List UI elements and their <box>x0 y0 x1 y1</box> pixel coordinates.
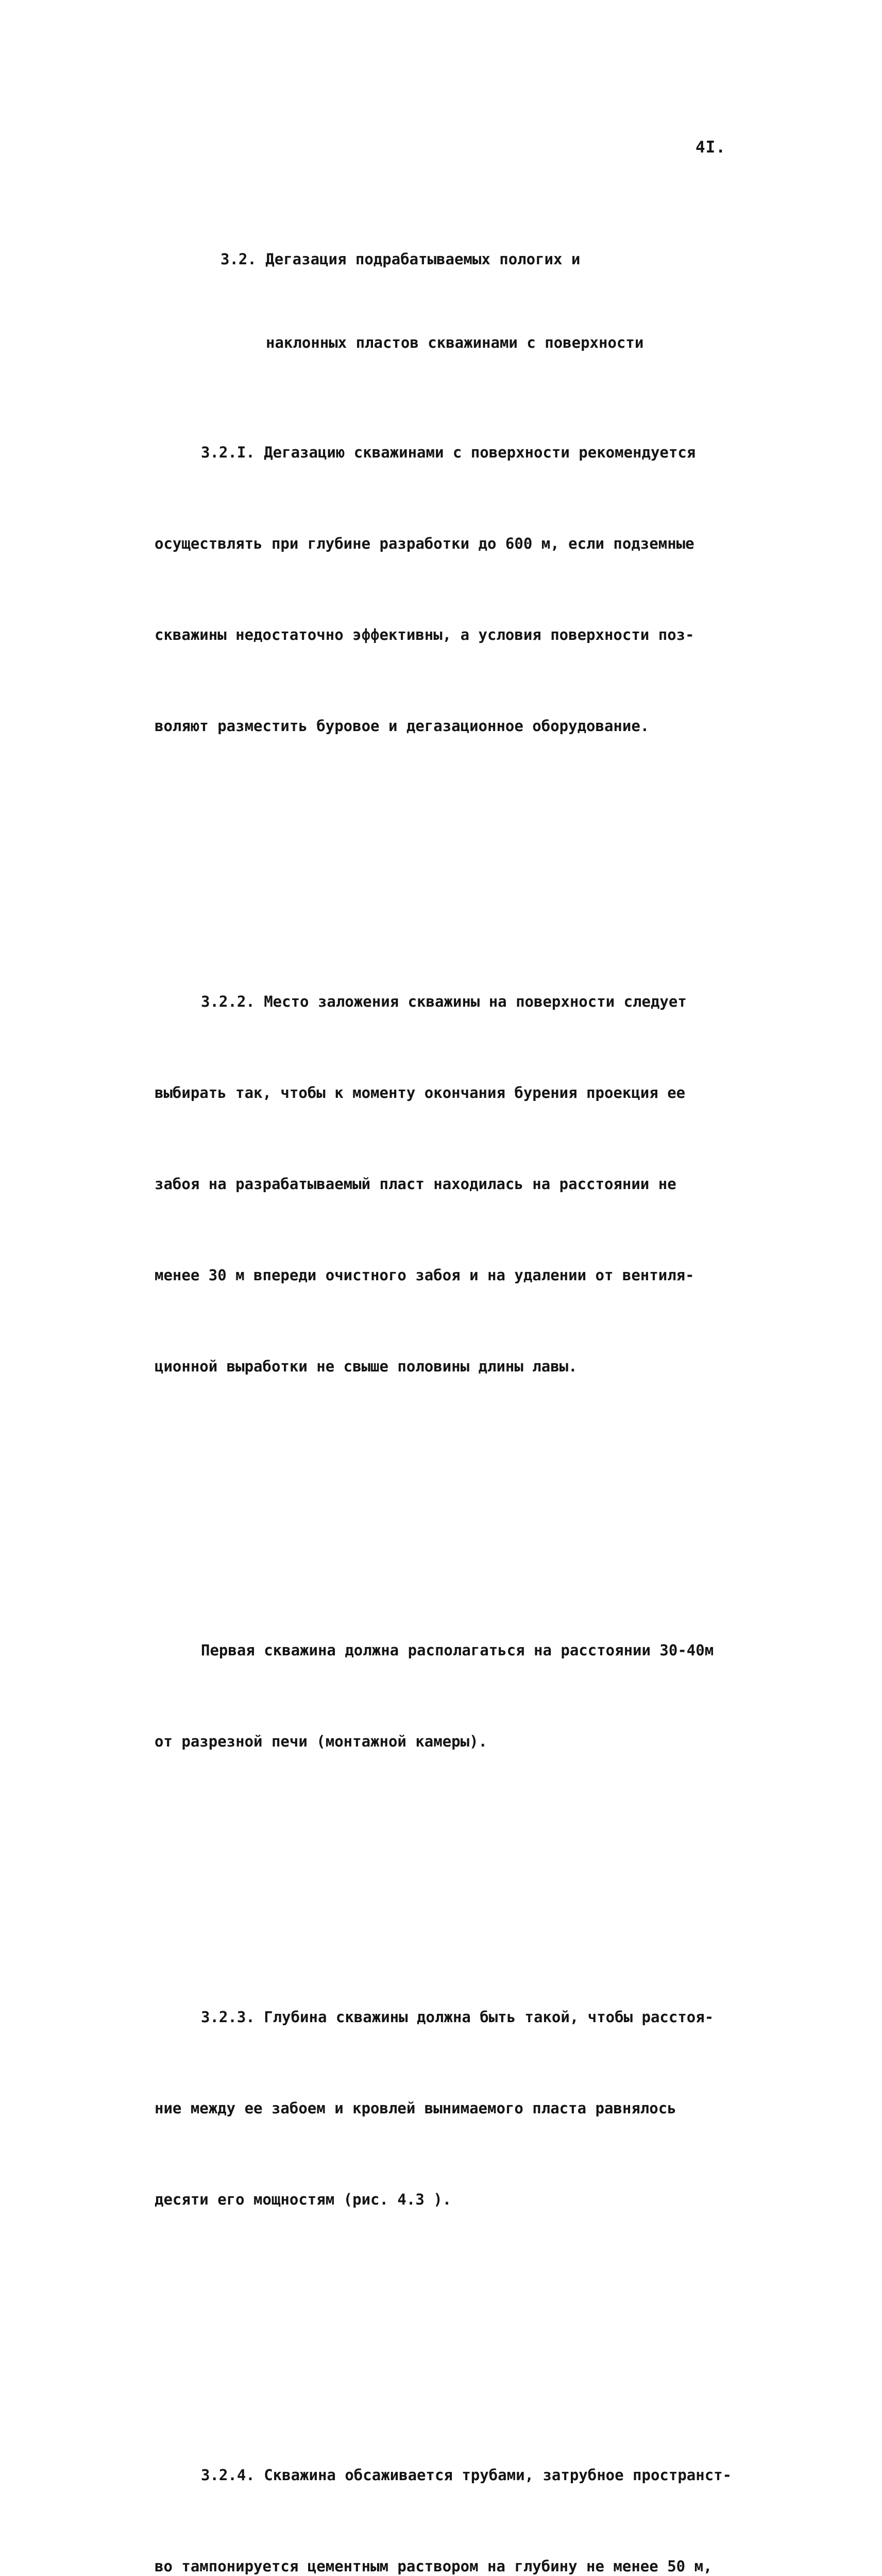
text-line: Первая скважина должна располагаться на расстоянии 30-40м <box>201 1641 714 1659</box>
text-line: 3.2.3. Глубина скважины должна быть такой, чтобы расстоя- <box>201 2008 714 2026</box>
heading-line-2: наклонных пластов скважинами с поверхности <box>266 334 644 351</box>
heading-line-1: 3.2. Дегазация подрабатываемых пологих и <box>220 250 581 268</box>
text-line: 3.2.I. Дегазацию скважинами с поверхности рекомендуется <box>201 444 696 461</box>
text-line: 3.2.2. Место заложения скважины на поверхности следует <box>201 993 687 1010</box>
text-line: забоя на разрабатываемый пласт находилась на расстоянии не <box>155 1175 676 1193</box>
paragraph-first-borehole <box>155 1574 752 1818</box>
paragraph-3-2-1 <box>155 377 752 802</box>
text-line: ционной выработки не свыше половины длины лавы. <box>155 1358 578 1375</box>
text-line: осуществлять при глубине разработки до 600 м, если подземные <box>155 535 694 552</box>
text-line: ние между ее забоем и кровлей вынимаемого пласта равнялось <box>155 2099 676 2117</box>
text-line: 3.2.4. Скважина обсаживается трубами, затрубное пространст- <box>201 2466 732 2484</box>
text-line: выбирать так, чтобы к моменту окончания бурения проекция ее <box>155 1084 686 1101</box>
page-number: 4I. <box>696 138 726 157</box>
document-body <box>155 255 752 2576</box>
paragraph-3-2-4 <box>155 2399 752 2576</box>
text-line: скважины недостаточно эффективны, а условия поверхности поз- <box>155 626 694 643</box>
text-line: от разрезной печи (монтажной камеры). <box>155 1733 488 1750</box>
text-line: десяти его мощностям (рис. 4.3 ). <box>155 2191 452 2208</box>
text-line: во тампонируется цементным раствором на глубину не менее 50 м, <box>155 2557 713 2575</box>
text-line: менее 30 м впереди очистного забоя и на удалении от вентиля- <box>155 1266 694 1284</box>
text-line: воляют разместить буровое и дегазационное оборудование. <box>155 717 650 735</box>
paragraph-3-2-3 <box>155 1941 752 2276</box>
paragraph-3-2-2 <box>155 926 752 1443</box>
